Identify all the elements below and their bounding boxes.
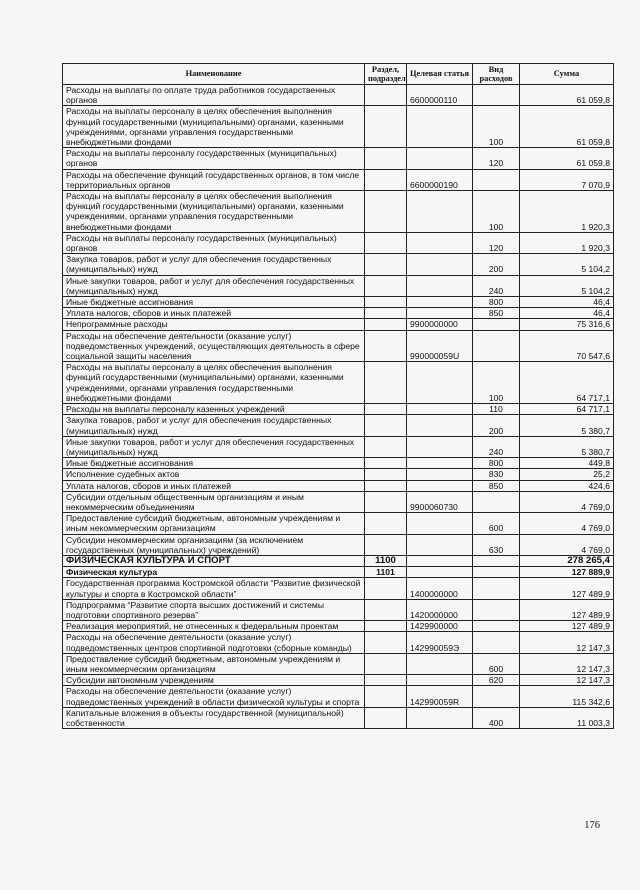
header-sum: Сумма — [520, 64, 614, 85]
row-section — [365, 458, 407, 469]
row-target — [407, 106, 473, 148]
table-row — [63, 232, 614, 253]
row-section — [365, 621, 407, 632]
row-name: Расходы на обеспечение деятельности (оказание услуг) подведомственных центров спортивной подготовки (сборные команды) — [63, 632, 365, 653]
row-sum: 278 265,4 — [520, 555, 614, 566]
header-name: Наименование — [63, 64, 365, 85]
row-sum: 5 104,2 — [520, 254, 614, 275]
row-sum: 61 059,8 — [520, 106, 614, 148]
row-sum: 5 380,7 — [520, 436, 614, 457]
row-exptype: 100 — [473, 191, 520, 233]
table-row — [63, 275, 614, 296]
row-name: Расходы на выплаты персоналу в целях обеспечения выполнения функций государственными (муниципальными) органами, казенными учреждениями, органами управления государственными внебюджетными фондами — [63, 191, 365, 233]
row-target — [407, 436, 473, 457]
row-exptype: 800 — [473, 297, 520, 308]
row-exptype: 240 — [473, 275, 520, 296]
row-sum: 115 342,6 — [520, 686, 614, 707]
row-target — [407, 404, 473, 415]
table-row — [63, 148, 614, 169]
row-target — [407, 555, 473, 566]
row-exptype — [473, 686, 520, 707]
row-exptype: 120 — [473, 232, 520, 253]
row-section — [365, 85, 407, 106]
row-sum: 4 769,0 — [520, 513, 614, 534]
row-name: Субсидии отдельным общественным организациям и иным некоммерческим объединениям — [63, 491, 365, 512]
row-exptype: 850 — [473, 480, 520, 491]
row-name: Расходы на выплаты персоналу государственных (муниципальных) органов — [63, 232, 365, 253]
row-name: Реализация мероприятий, не отнесенных к федеральным проектам — [63, 621, 365, 632]
row-target — [407, 513, 473, 534]
row-name: Предоставление субсидий бюджетным, автономным учреждениям и иным некоммерческим организациям — [63, 653, 365, 674]
row-target: 6600000110 — [407, 85, 473, 106]
table-row — [63, 191, 614, 233]
row-sum: 5 380,7 — [520, 415, 614, 436]
table-row — [63, 308, 614, 319]
row-exptype — [473, 621, 520, 632]
row-sum: 4 769,0 — [520, 491, 614, 512]
row-exptype: 850 — [473, 308, 520, 319]
row-name: ФИЗИЧЕСКАЯ КУЛЬТУРА И СПОРТ — [63, 555, 365, 566]
row-exptype: 630 — [473, 534, 520, 555]
row-name: Закупка товаров, работ и услуг для обеспечения государственных (муниципальных) нужд — [63, 254, 365, 275]
row-exptype: 240 — [473, 436, 520, 457]
table-row — [63, 675, 614, 686]
row-target — [407, 191, 473, 233]
row-section — [365, 362, 407, 404]
row-name: Расходы на обеспечение деятельности (оказание услуг) подведомственных учреждений в области физической культуры и спорта — [63, 686, 365, 707]
table-row — [63, 297, 614, 308]
row-target — [407, 297, 473, 308]
row-target: 142990059Э — [407, 632, 473, 653]
row-section — [365, 480, 407, 491]
row-target: 6600000190 — [407, 169, 473, 190]
row-exptype: 110 — [473, 404, 520, 415]
row-sum: 4 769,0 — [520, 534, 614, 555]
table-row — [63, 513, 614, 534]
row-exptype — [473, 85, 520, 106]
row-name: Субсидии некоммерческим организациям (за исключением государственных (муниципальных) учреждений) — [63, 534, 365, 555]
row-sum: 64 717,1 — [520, 362, 614, 404]
row-exptype: 400 — [473, 707, 520, 728]
table-row — [63, 85, 614, 106]
row-name: Иные закупки товаров, работ и услуг для обеспечения государственных (муниципальных) нужд — [63, 436, 365, 457]
row-target: 1400000000 — [407, 578, 473, 599]
row-sum: 127 889,9 — [520, 567, 614, 578]
row-target — [407, 232, 473, 253]
row-sum: 1 920,3 — [520, 232, 614, 253]
row-target — [407, 458, 473, 469]
row-target — [407, 148, 473, 169]
row-section — [365, 275, 407, 296]
row-sum: 61 059,8 — [520, 148, 614, 169]
row-exptype: 620 — [473, 675, 520, 686]
row-target — [407, 308, 473, 319]
header-exptype: Вид расходов — [473, 64, 520, 85]
row-section — [365, 469, 407, 480]
row-sum: 424,6 — [520, 480, 614, 491]
row-sum: 127 489,9 — [520, 599, 614, 620]
table-row — [63, 319, 614, 330]
table-row — [63, 632, 614, 653]
row-target — [407, 707, 473, 728]
row-name: Уплата налогов, сборов и иных платежей — [63, 480, 365, 491]
header-section: Раздел, подраздел — [365, 64, 407, 85]
row-section — [365, 232, 407, 253]
row-section — [365, 148, 407, 169]
row-target: 9900060730 — [407, 491, 473, 512]
page-number: 176 — [584, 820, 600, 831]
row-target — [407, 675, 473, 686]
row-sum: 12 147,3 — [520, 632, 614, 653]
row-sum: 46,4 — [520, 308, 614, 319]
row-name: Расходы на обеспечение функций государственных органов, в том числе территориальных органов — [63, 169, 365, 190]
row-section — [365, 404, 407, 415]
row-target: 9900000000 — [407, 319, 473, 330]
table-row — [63, 578, 614, 599]
row-exptype: 120 — [473, 148, 520, 169]
row-section — [365, 578, 407, 599]
row-sum: 64 717,1 — [520, 404, 614, 415]
row-sum: 12 147,3 — [520, 653, 614, 674]
row-target: 142990059R — [407, 686, 473, 707]
row-exptype — [473, 330, 520, 362]
table-row — [63, 362, 614, 404]
table-row — [63, 330, 614, 362]
row-name: Расходы на обеспечение деятельности (оказание услуг) подведомственных учреждений, осуществляющих деятельность в сфере социальной защиты населения — [63, 330, 365, 362]
row-name: Иные закупки товаров, работ и услуг для обеспечения государственных (муниципальных) нужд — [63, 275, 365, 296]
row-section: 1101 — [365, 567, 407, 578]
table-row — [63, 458, 614, 469]
table-row — [63, 555, 614, 566]
table-row — [63, 599, 614, 620]
row-name: Расходы на выплаты персоналу в целях обеспечения выполнения функций государственными (муниципальными) органами, казенными учреждениями, органами управления государственными внебюджетными фондами — [63, 362, 365, 404]
row-sum: 7 070,9 — [520, 169, 614, 190]
row-exptype: 100 — [473, 106, 520, 148]
row-section — [365, 308, 407, 319]
row-exptype: 830 — [473, 469, 520, 480]
row-name: Физическая культура — [63, 567, 365, 578]
row-exptype: 200 — [473, 254, 520, 275]
row-sum: 75 316,6 — [520, 319, 614, 330]
table-row — [63, 491, 614, 512]
row-name: Исполнение судебных актов — [63, 469, 365, 480]
row-section — [365, 534, 407, 555]
row-name: Предоставление субсидий бюджетным, автономным учреждениям и иным некоммерческим организациям — [63, 513, 365, 534]
table-row — [63, 106, 614, 148]
row-section — [365, 436, 407, 457]
table-row — [63, 469, 614, 480]
row-name: Иные бюджетные ассигнования — [63, 458, 365, 469]
row-exptype — [473, 555, 520, 566]
row-sum: 11 003,3 — [520, 707, 614, 728]
row-exptype: 100 — [473, 362, 520, 404]
table-header-row — [63, 64, 614, 85]
table-row — [63, 707, 614, 728]
row-section — [365, 675, 407, 686]
row-sum: 1 920,3 — [520, 191, 614, 233]
table-row — [63, 653, 614, 674]
row-name: Подпрограмма “Развитие спорта высших достижений и системы подготовки спортивного резерва” — [63, 599, 365, 620]
row-target — [407, 415, 473, 436]
row-exptype: 600 — [473, 513, 520, 534]
row-name: Расходы на выплаты персоналу казенных учреждений — [63, 404, 365, 415]
table-row — [63, 621, 614, 632]
row-sum: 70 547,6 — [520, 330, 614, 362]
row-target: 1429900000 — [407, 621, 473, 632]
budget-table — [62, 63, 614, 729]
row-section — [365, 330, 407, 362]
row-section — [365, 319, 407, 330]
table-row — [63, 567, 614, 578]
header-target: Целевая статья — [407, 64, 473, 85]
row-target — [407, 362, 473, 404]
row-exptype — [473, 491, 520, 512]
row-name: Расходы на выплаты по оплате труда работников государственных органов — [63, 85, 365, 106]
table-row — [63, 415, 614, 436]
row-exptype — [473, 578, 520, 599]
row-section — [365, 106, 407, 148]
row-section — [365, 707, 407, 728]
row-name: Уплата налогов, сборов и иных платежей — [63, 308, 365, 319]
table-row — [63, 534, 614, 555]
row-sum: 5 104,2 — [520, 275, 614, 296]
row-exptype: 200 — [473, 415, 520, 436]
table-row — [63, 404, 614, 415]
row-section — [365, 297, 407, 308]
row-section — [365, 599, 407, 620]
row-section: 1100 — [365, 555, 407, 566]
row-name: Расходы на выплаты персоналу государственных (муниципальных) органов — [63, 148, 365, 169]
row-sum: 12 147,3 — [520, 675, 614, 686]
row-name: Закупка товаров, работ и услуг для обеспечения государственных (муниципальных) нужд — [63, 415, 365, 436]
row-section — [365, 254, 407, 275]
row-target — [407, 480, 473, 491]
row-target: 990000059U — [407, 330, 473, 362]
row-sum: 127 489,9 — [520, 621, 614, 632]
row-exptype — [473, 319, 520, 330]
table-row — [63, 169, 614, 190]
row-sum: 46,4 — [520, 297, 614, 308]
row-name: Непрограммные расходы — [63, 319, 365, 330]
table-row — [63, 436, 614, 457]
row-target — [407, 534, 473, 555]
row-exptype: 600 — [473, 653, 520, 674]
row-exptype — [473, 632, 520, 653]
row-target — [407, 653, 473, 674]
table-row — [63, 480, 614, 491]
row-sum: 127 489,9 — [520, 578, 614, 599]
row-target — [407, 469, 473, 480]
row-name: Государственная программа Костромской области “Развитие физической культуры и спорта в Костромской области” — [63, 578, 365, 599]
row-sum: 449,8 — [520, 458, 614, 469]
row-section — [365, 513, 407, 534]
row-exptype: 800 — [473, 458, 520, 469]
row-target: 1420000000 — [407, 599, 473, 620]
row-section — [365, 415, 407, 436]
row-name: Иные бюджетные ассигнования — [63, 297, 365, 308]
row-target — [407, 275, 473, 296]
table-row — [63, 254, 614, 275]
row-exptype — [473, 599, 520, 620]
row-sum: 25,2 — [520, 469, 614, 480]
row-name: Расходы на выплаты персоналу в целях обеспечения выполнения функций государственными (муниципальными) органами, казенными учреждениями, органами управления государственными внебюджетными фондами — [63, 106, 365, 148]
row-target — [407, 567, 473, 578]
row-target — [407, 254, 473, 275]
table-body — [63, 85, 614, 729]
table-row — [63, 686, 614, 707]
row-name: Капитальные вложения в объекты государственной (муниципальной) собственности — [63, 707, 365, 728]
row-section — [365, 491, 407, 512]
row-exptype — [473, 169, 520, 190]
row-section — [365, 191, 407, 233]
row-name: Субсидии автономным учреждениям — [63, 675, 365, 686]
row-section — [365, 632, 407, 653]
row-section — [365, 686, 407, 707]
row-sum: 61 059,8 — [520, 85, 614, 106]
row-section — [365, 653, 407, 674]
row-section — [365, 169, 407, 190]
row-exptype — [473, 567, 520, 578]
